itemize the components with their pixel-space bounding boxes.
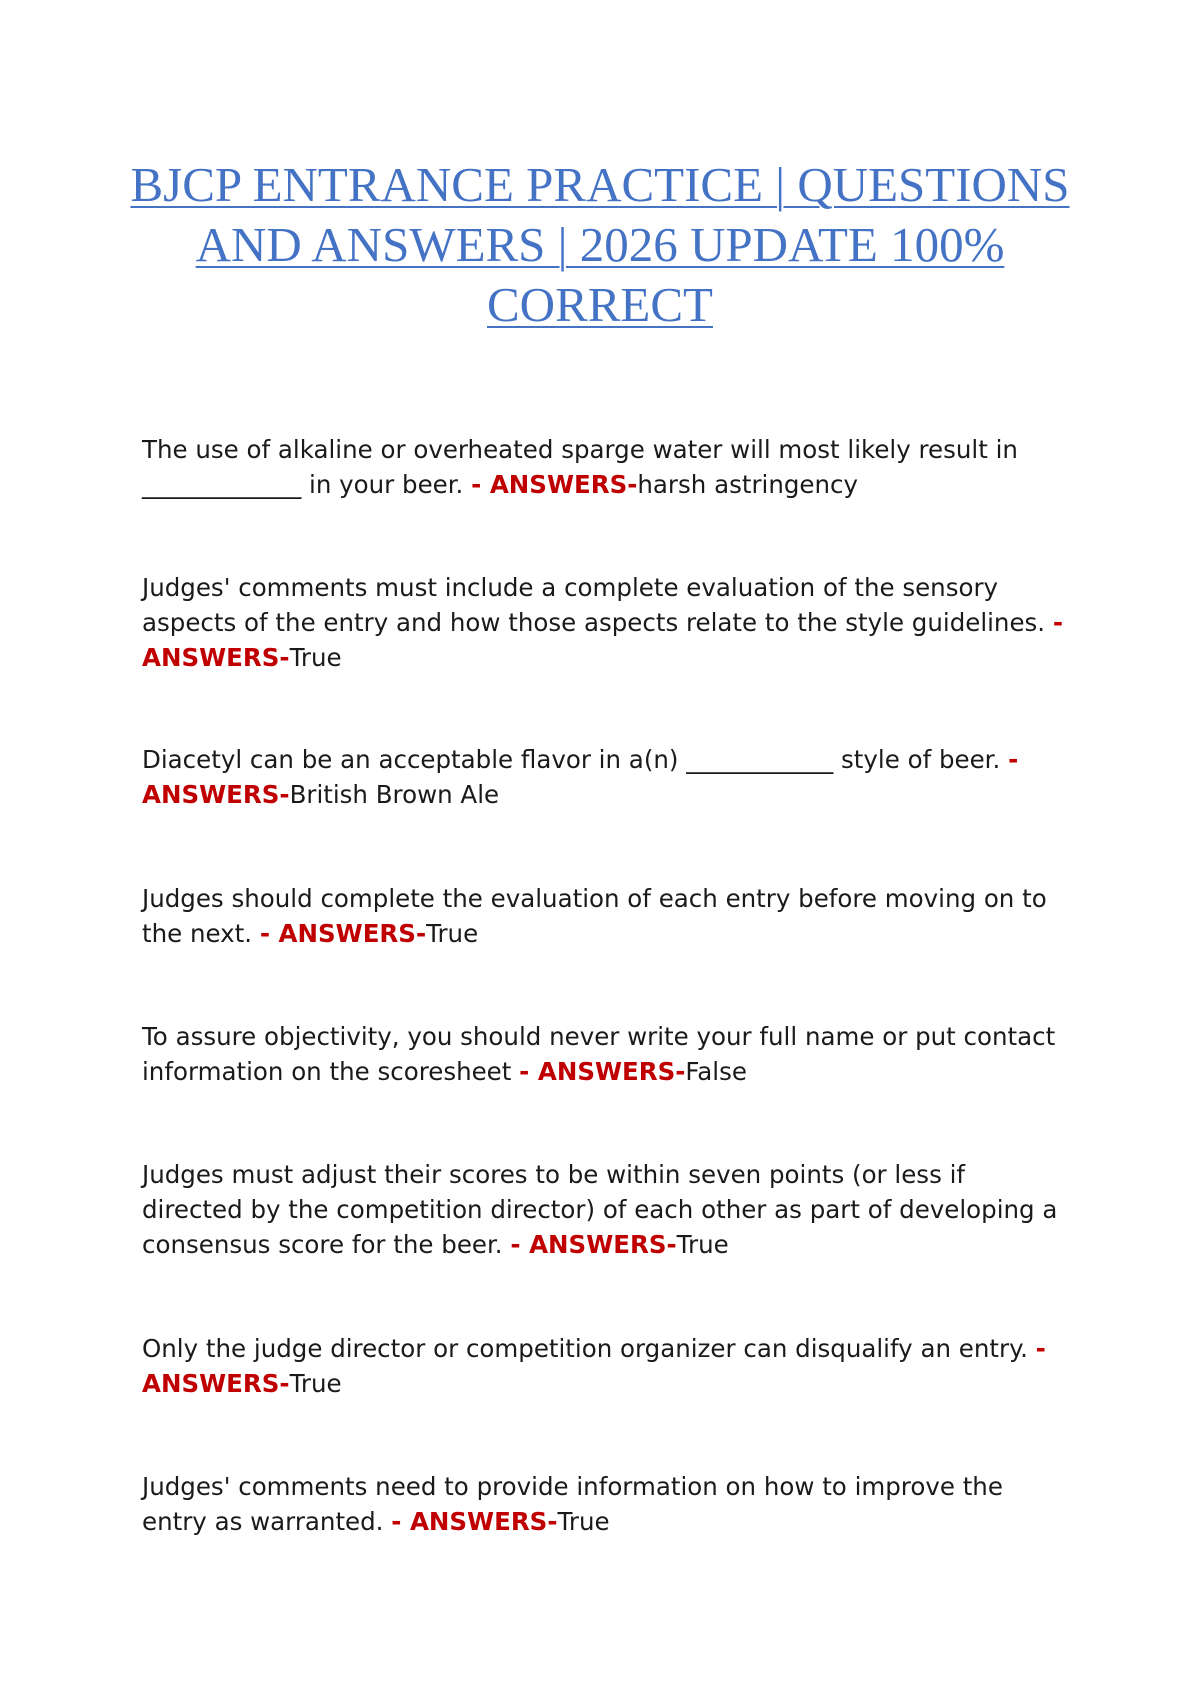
qa-item-3 <box>142 742 1072 812</box>
answer-text: True <box>426 919 479 948</box>
qa-item-2 <box>142 570 1072 675</box>
question-text: Judges' comments need to provide information on how to improve the entry as warranted. <box>142 1472 1003 1536</box>
answer-marker: - ANSWERS- <box>142 1334 1046 1398</box>
answer-marker: - ANSWERS- <box>142 608 1064 672</box>
qa-item-5 <box>142 1019 1072 1089</box>
qa-item-6 <box>142 1157 1072 1262</box>
answer-marker: - ANSWERS- <box>259 919 427 948</box>
qa-item-8 <box>142 1469 1072 1539</box>
qa-item-1 <box>142 432 1072 502</box>
answer-marker: - ANSWERS- <box>519 1057 686 1086</box>
answer-text: True <box>289 643 342 672</box>
qa-item-7 <box>142 1331 1072 1401</box>
question-text: To assure objectivity, you should never write your full name or put contact information on the scoresheet <box>142 1022 1056 1086</box>
qa-item-4 <box>142 881 1072 951</box>
question-text: Judges' comments must include a complete evaluation of the sensory aspects of the entry and how those aspects relate to the style guidelines. <box>142 573 1053 637</box>
question-text: The use of alkaline or overheated sparge water will most likely result in _____________ in your beer. <box>142 435 1018 499</box>
answer-text: True <box>289 1369 342 1398</box>
question-text: Diacetyl can be an acceptable flavor in a(n) ____________ style of beer. <box>142 745 1009 774</box>
answer-text: True <box>676 1230 729 1259</box>
question-text: Judges must adjust their scores to be within seven points (or less if directed by the competition director) of each other as part of developing a consensus score for the beer. <box>142 1160 1058 1259</box>
answer-marker: - ANSWERS- <box>391 1507 558 1536</box>
answer-marker: - ANSWERS- <box>471 470 638 499</box>
question-text: Judges should complete the evaluation of each entry before moving on to the next. <box>142 884 1047 948</box>
answer-text: True <box>557 1507 610 1536</box>
document-title: BJCP ENTRANCE PRACTICE | QUESTIONS AND ANSWERS | 2026 UPDATE 100% CORRECT <box>130 157 1070 332</box>
answer-text: False <box>685 1057 747 1086</box>
answer-text: British Brown Ale <box>289 780 500 809</box>
answer-text: harsh astringency <box>637 470 858 499</box>
question-text: Only the judge director or competition organizer can disqualify an entry. <box>142 1334 1036 1363</box>
answer-marker: - ANSWERS- <box>510 1230 677 1259</box>
answer-marker: - ANSWERS- <box>142 745 1019 809</box>
